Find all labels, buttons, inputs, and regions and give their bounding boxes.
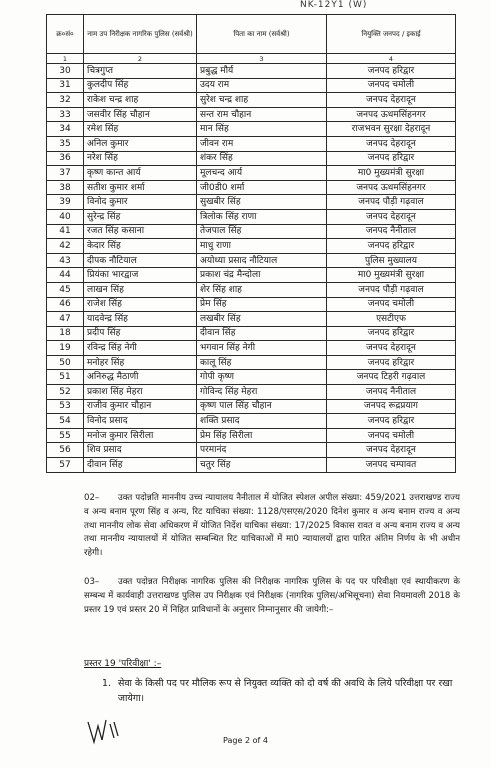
serial-cell: 47: [47, 312, 84, 327]
name-cell: सतीश कुमार शर्मा: [84, 180, 197, 195]
header-unit: नियुक्ति जनपद / इकाई: [327, 15, 456, 54]
serial-cell: 39: [47, 195, 84, 210]
table-row: [47, 253, 456, 268]
unit-cell: जनपद चम्पावत: [327, 458, 456, 473]
unit-cell: जनपद पौड़ी गढ़वाल: [327, 282, 456, 297]
name-cell: दीपक नौटियाल: [84, 253, 197, 268]
father-name-cell: चतुर सिंह: [197, 458, 327, 473]
name-cell: प्रदीप सिंह: [84, 326, 197, 341]
table-header-row: [47, 15, 456, 54]
header-father: पिता का नाम (सर्वश्री): [197, 15, 327, 54]
name-cell: जसवीर सिंह चौहान: [84, 107, 197, 122]
unit-cell: जनपद चमोली: [327, 78, 456, 93]
father-name-cell: शंकर सिंह: [197, 151, 327, 166]
col-number: 1: [47, 54, 84, 64]
unit-cell: जनपद हरिद्वार: [327, 326, 456, 341]
col-number: 4: [327, 54, 456, 64]
unit-cell: जनपद देहरादून: [327, 341, 456, 356]
father-name-cell: लखबीर सिंह: [197, 312, 327, 327]
col-number: 3: [197, 54, 327, 64]
section-heading: प्रस्तर 19 'परिवीक्षा' :–: [84, 659, 162, 669]
table-row: [47, 122, 456, 137]
table-row: [47, 414, 456, 429]
father-name-cell: कालू सिंह: [197, 355, 327, 370]
header-serial: क्र०सं०: [47, 15, 84, 54]
table-row: [47, 166, 456, 181]
name-cell: राजेश सिंह: [84, 297, 197, 312]
name-cell: विनोद प्रसाद: [84, 414, 197, 429]
father-name-cell: मूलचन्द आर्य: [197, 166, 327, 181]
name-cell: राकेश चन्द्र शाह: [84, 93, 197, 108]
serial-cell: 19: [47, 341, 84, 356]
unit-cell: जनपद देहरादून: [327, 443, 456, 458]
name-cell: रजत सिंह कसाना: [84, 224, 197, 239]
father-name-cell: सन्त राम चौहान: [197, 107, 327, 122]
unit-cell: जनपद हरिद्वार: [327, 414, 456, 429]
father-name-cell: परमानंद: [197, 443, 327, 458]
table-row: [47, 282, 456, 297]
father-name-cell: शेर सिंह शाह: [197, 282, 327, 297]
serial-cell: 42: [47, 239, 84, 254]
table-row: [47, 370, 456, 385]
father-name-cell: भगवान सिंह नेगी: [197, 341, 327, 356]
unit-cell: जनपद हरिद्वार: [327, 239, 456, 254]
table-row: [47, 136, 456, 151]
name-cell: रमेश सिंह: [84, 122, 197, 137]
table-row: [47, 239, 456, 254]
serial-cell: 35: [47, 136, 84, 151]
serial-cell: 51: [47, 370, 84, 385]
serial-cell: 56: [47, 443, 84, 458]
father-name-cell: प्रेम सिंह सिरीला: [197, 428, 327, 443]
serial-cell: 43: [47, 253, 84, 268]
father-name-cell: गोपी कृष्ण: [197, 370, 327, 385]
name-cell: लाखन सिंह: [84, 282, 197, 297]
serial-cell: 18: [47, 326, 84, 341]
table-row: [47, 297, 456, 312]
name-cell: विनोद कुमार: [84, 195, 197, 210]
unit-cell: जनपद नैनीताल: [327, 224, 456, 239]
unit-cell: जनपद देहरादून: [327, 136, 456, 151]
table-row: [47, 326, 456, 341]
father-name-cell: प्रकाश चंद्र मैन्दोला: [197, 268, 327, 283]
table-row: [47, 312, 456, 327]
father-name-cell: सुरेश चन्द्र शाह: [197, 93, 327, 108]
table-row: [47, 107, 456, 122]
unit-cell: जनपद चमोली: [327, 297, 456, 312]
unit-cell: जनपद पौड़ी गढ़वाल: [327, 195, 456, 210]
serial-cell: 38: [47, 180, 84, 195]
paragraph-02: [84, 492, 460, 561]
father-name-cell: तेजपाल सिंह: [197, 224, 327, 239]
col-number: 2: [84, 54, 197, 64]
name-cell: यादवेन्द्र सिंह: [84, 312, 197, 327]
paragraph-03: [84, 576, 460, 617]
name-cell: दीवान सिंह: [84, 458, 197, 473]
table-row: [47, 78, 456, 93]
unit-cell: जनपद हरिद्वार: [327, 355, 456, 370]
unit-cell: मा0 मुख्यमंत्री सुरक्षा: [327, 268, 456, 283]
unit-cell: राजभवन सुरक्षा देहरादून: [327, 122, 456, 137]
serial-cell: 41: [47, 224, 84, 239]
father-name-cell: अयोध्या प्रसाद नौटियाल: [197, 253, 327, 268]
name-cell: राजीव कुमार चौहान: [84, 399, 197, 414]
father-name-cell: जीवन राम: [197, 136, 327, 151]
unit-cell: एसटीएफ: [327, 312, 456, 327]
unit-cell: जनपद हरिद्वार: [327, 151, 456, 166]
serial-cell: 33: [47, 107, 84, 122]
unit-cell: जनपद देहरादून: [327, 93, 456, 108]
unit-cell: जनपद हरिद्वार: [327, 64, 456, 79]
table-row: [47, 64, 456, 79]
table-row: [47, 268, 456, 283]
table-row: [47, 341, 456, 356]
item-text: सेवा के किसी पद पर मौलिक रूप से नियुक्त व्यक्ति को दो वर्ष की अवधि के लिये परिवीक्षा पर रखा जायेगा।: [118, 678, 453, 704]
father-name-cell: जी0डी0 शर्मा: [197, 180, 327, 195]
father-name-cell: कृष्ण पाल सिंह चौहान: [197, 399, 327, 414]
name-cell: अनिरुद्ध मैठाणी: [84, 370, 197, 385]
father-name-cell: त्रिलोक सिंह राणा: [197, 209, 327, 224]
name-cell: अनिल कुमार: [84, 136, 197, 151]
name-cell: कुलदीप सिंह: [84, 78, 197, 93]
name-cell: नरेश सिंह: [84, 151, 197, 166]
serial-cell: 30: [47, 64, 84, 79]
table-row: [47, 428, 456, 443]
table-row: [47, 355, 456, 370]
unit-cell: जनपद ऊधमसिंहनगर: [327, 107, 456, 122]
serial-cell: 36: [47, 151, 84, 166]
father-name-cell: सुखबीर सिंह: [197, 195, 327, 210]
unit-cell: जनपद टिहरी गढ़वाल: [327, 370, 456, 385]
serial-cell: 52: [47, 385, 84, 400]
name-cell: शिव प्रसाद: [84, 443, 197, 458]
father-name-cell: मान सिंह: [197, 122, 327, 137]
table-row: [47, 93, 456, 108]
list-item: [102, 676, 460, 706]
serial-cell: 53: [47, 399, 84, 414]
serial-cell: 40: [47, 209, 84, 224]
unit-cell: पुलिस मुख्यालय: [327, 253, 456, 268]
unit-cell: जनपद ऊधमसिंहनगर: [327, 180, 456, 195]
serial-cell: 34: [47, 122, 84, 137]
serial-cell: 45: [47, 282, 84, 297]
unit-cell: मा0 मुख्यमंत्री सुरक्षा: [327, 166, 456, 181]
paragraph-text: उक्त पदोन्नत निरीक्षक नागरिक पुलिस की निरीक्षक नागरिक पुलिस के पद पर परिवीक्षा एवं स्थायीकरण के सम्बन्ध में कार्यवाही उत्तराखण्ड पुलिस उप निरीक्षक एवं निरीक्षक (नागरिक पुलिस/अभिसूचना) सेवा नियमावली 2018 के प्रस्तर 19 एवं प्रस्तर 20 में निहित प्राविधानों के अनुसार निम्नानुसार की जायेगी:–: [84, 577, 460, 615]
name-cell: रविन्द्र सिंह नेगी: [84, 341, 197, 356]
table-row: [47, 385, 456, 400]
serial-cell: 44: [47, 268, 84, 283]
table-row: [47, 209, 456, 224]
unit-cell: जनपद चमोली: [327, 428, 456, 443]
paragraph-label: 03–: [84, 577, 100, 587]
father-name-cell: माधु राणा: [197, 239, 327, 254]
paragraph-label: 02–: [84, 493, 100, 503]
unit-cell: जनपद देहरादून: [327, 209, 456, 224]
name-cell: प्रियंका भारद्वाज: [84, 268, 197, 283]
page-footer: Page 2 of 4: [223, 736, 268, 745]
name-cell: केदार सिंह: [84, 239, 197, 254]
table-row: [47, 151, 456, 166]
name-cell: मनोहर सिंह: [84, 355, 197, 370]
father-name-cell: प्रेम सिंह: [197, 297, 327, 312]
serial-cell: 31: [47, 78, 84, 93]
serial-cell: 50: [47, 355, 84, 370]
name-cell: कृष्ण कान्त आर्य: [84, 166, 197, 181]
paragraph-text: उक्त पदोन्नति माननीय उच्च न्यायालय नैनीताल में योजित स्पेशल अपील संख्या: 459/2021 उत्तराखण्ड राज्य व अन्य बनाम पूरण सिंह व अन्य, रिट याचिका संख्या: 1128/एसएस/2020 दिनेश कुमार व अन्य बनाम राज्य व अन्य तथा माननीय लोक सेवा अधिकरण में योजित निर्देश याचिका संख्या: 17/2025 विकास रावत व अन्य बनाम राज्य व अन्य तथा माननीय न्यायालयों में योजित सम्बन्धित रिट याचिकाओं में मा0 न्यायालयों द्वारा पारित अंतिम निर्णय के भी अधीन रहेगी।: [84, 493, 460, 559]
name-cell: प्रकाश सिंह मेहरा: [84, 385, 197, 400]
serial-cell: 46: [47, 297, 84, 312]
column-number-row: [47, 54, 456, 64]
table-row: [47, 180, 456, 195]
father-name-cell: प्रबुद्ध मौर्य: [197, 64, 327, 79]
father-name-cell: शक्ति प्रसाद: [197, 414, 327, 429]
table-row: [47, 458, 456, 473]
table-row: [47, 195, 456, 210]
item-number: 1.: [102, 678, 111, 689]
serial-cell: 54: [47, 414, 84, 429]
name-cell: मनोज कुमार सिरीला: [84, 428, 197, 443]
father-name-cell: उदय राम: [197, 78, 327, 93]
table-row: [47, 224, 456, 239]
header-name: नाम उप निरीक्षक नागरिक पुलिस (सर्वश्री): [84, 15, 197, 54]
father-name-cell: दीवान सिंह: [197, 326, 327, 341]
table-row: [47, 399, 456, 414]
father-name-cell: गोविन्द सिंह मेहरा: [197, 385, 327, 400]
name-cell: सुरेन्द्र सिंह: [84, 209, 197, 224]
officers-table: [46, 14, 456, 473]
serial-cell: 55: [47, 428, 84, 443]
unit-cell: जनपद रूद्रप्रयाग: [327, 399, 456, 414]
unit-cell: जनपद नैनीताल: [327, 385, 456, 400]
table-row: [47, 443, 456, 458]
serial-cell: 37: [47, 166, 84, 181]
serial-cell: 32: [47, 93, 84, 108]
serial-cell: 57: [47, 458, 84, 473]
name-cell: चित्रगुप्त: [84, 64, 197, 79]
reference-mark: NK-12Y1 (W): [300, 0, 368, 10]
